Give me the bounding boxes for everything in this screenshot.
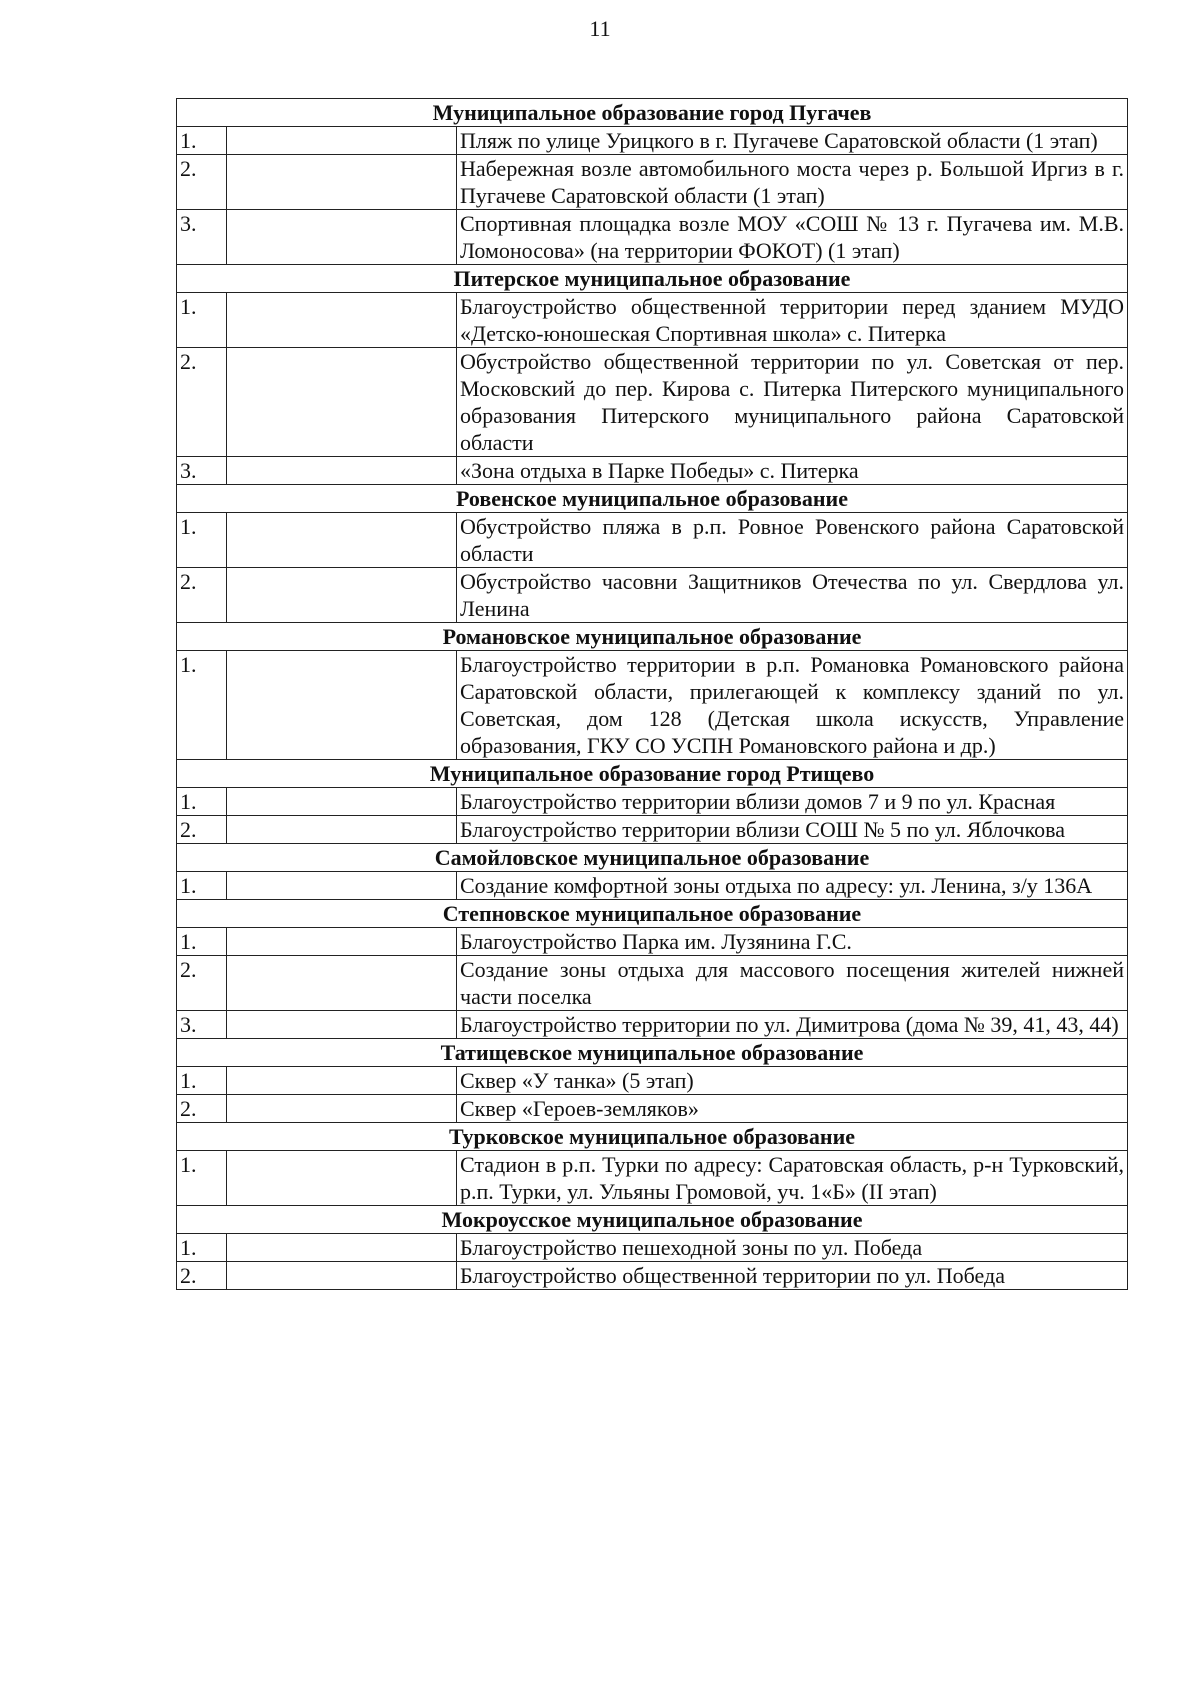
- table-row: [177, 457, 1128, 485]
- table-row: [177, 956, 1128, 1011]
- table-row: [177, 1095, 1128, 1123]
- section-title: Романовское муниципальное образование: [177, 623, 1128, 651]
- table-row: [177, 210, 1128, 265]
- item-number: 3.: [177, 210, 227, 265]
- item-description: Обустройство часовни Защитников Отечества по ул. Свердлова ул. Ленина: [457, 568, 1128, 623]
- item-description: Набережная возле автомобильного моста через р. Большой Иргиз в г. Пугачеве Саратовской области (1 этап): [457, 155, 1128, 210]
- empty-cell: [227, 1151, 457, 1206]
- table-row: [177, 1067, 1128, 1095]
- item-description: Благоустройство пешеходной зоны по ул. Победа: [457, 1234, 1128, 1262]
- item-number: 1.: [177, 127, 227, 155]
- table-body: [177, 99, 1128, 1290]
- item-description: Создание зоны отдыха для массового посещения жителей нижней части поселка: [457, 956, 1128, 1011]
- item-number: 3.: [177, 1011, 227, 1039]
- item-description: Благоустройство территории в р.п. Романовка Романовского района Саратовской области, прилегающей к комплексу зданий по ул. Советская, дом 128 (Детская школа искусств, Управление образования, ГКУ СО УСПН Романовского района и др.): [457, 651, 1128, 760]
- section-heading-row: [177, 1206, 1128, 1234]
- section-title: Питерское муниципальное образование: [177, 265, 1128, 293]
- table-row: [177, 348, 1128, 457]
- item-description: Благоустройство Парка им. Лузянина Г.С.: [457, 928, 1128, 956]
- empty-cell: [227, 928, 457, 956]
- item-number: 1.: [177, 651, 227, 760]
- empty-cell: [227, 210, 457, 265]
- section-title: Турковское муниципальное образование: [177, 1123, 1128, 1151]
- item-description: Благоустройство общественной территории по ул. Победа: [457, 1262, 1128, 1290]
- item-number: 1.: [177, 1067, 227, 1095]
- item-number: 1.: [177, 1234, 227, 1262]
- empty-cell: [227, 1095, 457, 1123]
- table-row: [177, 651, 1128, 760]
- section-title: Ровенское муниципальное образование: [177, 485, 1128, 513]
- table-row: [177, 1011, 1128, 1039]
- empty-cell: [227, 1011, 457, 1039]
- table-row: [177, 788, 1128, 816]
- table-row: [177, 1262, 1128, 1290]
- item-number: 1.: [177, 513, 227, 568]
- territories-table: [176, 98, 1128, 1290]
- item-description: Сквер «Героев-земляков»: [457, 1095, 1128, 1123]
- empty-cell: [227, 816, 457, 844]
- section-title: Татищевское муниципальное образование: [177, 1039, 1128, 1067]
- empty-cell: [227, 127, 457, 155]
- item-number: 2.: [177, 1095, 227, 1123]
- table-row: [177, 293, 1128, 348]
- table-row: [177, 513, 1128, 568]
- section-heading-row: [177, 265, 1128, 293]
- item-description: Создание комфортной зоны отдыха по адресу: ул. Ленина, з/у 136А: [457, 872, 1128, 900]
- empty-cell: [227, 457, 457, 485]
- item-description: Благоустройство территории по ул. Димитрова (дома № 39, 41, 43, 44): [457, 1011, 1128, 1039]
- section-heading-row: [177, 844, 1128, 872]
- empty-cell: [227, 1067, 457, 1095]
- item-number: 2.: [177, 348, 227, 457]
- empty-cell: [227, 1234, 457, 1262]
- item-number: 1.: [177, 872, 227, 900]
- item-description: Благоустройство территории вблизи СОШ № 5 по ул. Яблочкова: [457, 816, 1128, 844]
- item-number: 1.: [177, 928, 227, 956]
- item-number: 1.: [177, 293, 227, 348]
- empty-cell: [227, 568, 457, 623]
- section-title: Муниципальное образование город Ртищево: [177, 760, 1128, 788]
- table-row: [177, 816, 1128, 844]
- item-description: Спортивная площадка возле МОУ «СОШ № 13 г. Пугачева им. М.В. Ломоносова» (на территории ФОКОТ) (1 этап): [457, 210, 1128, 265]
- item-number: 2.: [177, 1262, 227, 1290]
- section-title: Самойловское муниципальное образование: [177, 844, 1128, 872]
- section-title: Муниципальное образование город Пугачев: [177, 99, 1128, 127]
- item-number: 1.: [177, 788, 227, 816]
- table-row: [177, 155, 1128, 210]
- section-heading-row: [177, 1039, 1128, 1067]
- empty-cell: [227, 956, 457, 1011]
- item-description: Пляж по улице Урицкого в г. Пугачеве Саратовской области (1 этап): [457, 127, 1128, 155]
- item-number: 2.: [177, 155, 227, 210]
- item-description: Стадион в р.п. Турки по адресу: Саратовская область, р-н Турковский, р.п. Турки, ул. Ульяны Громовой, уч. 1«Б» (II этап): [457, 1151, 1128, 1206]
- item-description: Обустройство пляжа в р.п. Ровное Ровенского района Саратовской области: [457, 513, 1128, 568]
- section-heading-row: [177, 1123, 1128, 1151]
- item-number: 2.: [177, 956, 227, 1011]
- section-title: Степновское муниципальное образование: [177, 900, 1128, 928]
- item-description: Благоустройство территории вблизи домов 7 и 9 по ул. Красная: [457, 788, 1128, 816]
- item-description: «Зона отдыха в Парке Победы» с. Питерка: [457, 457, 1128, 485]
- item-description: Сквер «У танка» (5 этап): [457, 1067, 1128, 1095]
- table-row: [177, 127, 1128, 155]
- empty-cell: [227, 872, 457, 900]
- item-description: Благоустройство общественной территории перед зданием МУДО «Детско-юношеская Спортивная школа» с. Питерка: [457, 293, 1128, 348]
- empty-cell: [227, 155, 457, 210]
- empty-cell: [227, 1262, 457, 1290]
- table-row: [177, 928, 1128, 956]
- table-row: [177, 1234, 1128, 1262]
- page-number: 11: [589, 16, 611, 41]
- item-number: 1.: [177, 1151, 227, 1206]
- empty-cell: [227, 788, 457, 816]
- section-heading-row: [177, 900, 1128, 928]
- table-row: [177, 872, 1128, 900]
- table-row: [177, 1151, 1128, 1206]
- item-number: 2.: [177, 816, 227, 844]
- empty-cell: [227, 293, 457, 348]
- empty-cell: [227, 513, 457, 568]
- section-title: Мокроусское муниципальное образование: [177, 1206, 1128, 1234]
- item-number: 3.: [177, 457, 227, 485]
- section-heading-row: [177, 623, 1128, 651]
- section-heading-row: [177, 485, 1128, 513]
- table-row: [177, 568, 1128, 623]
- section-heading-row: [177, 760, 1128, 788]
- empty-cell: [227, 348, 457, 457]
- item-number: 2.: [177, 568, 227, 623]
- item-description: Обустройство общественной территории по ул. Советская от пер. Московский до пер. Кирова с. Питерка Питерского муниципального образования Питерского муниципального района Саратовской области: [457, 348, 1128, 457]
- empty-cell: [227, 651, 457, 760]
- section-heading-row: [177, 99, 1128, 127]
